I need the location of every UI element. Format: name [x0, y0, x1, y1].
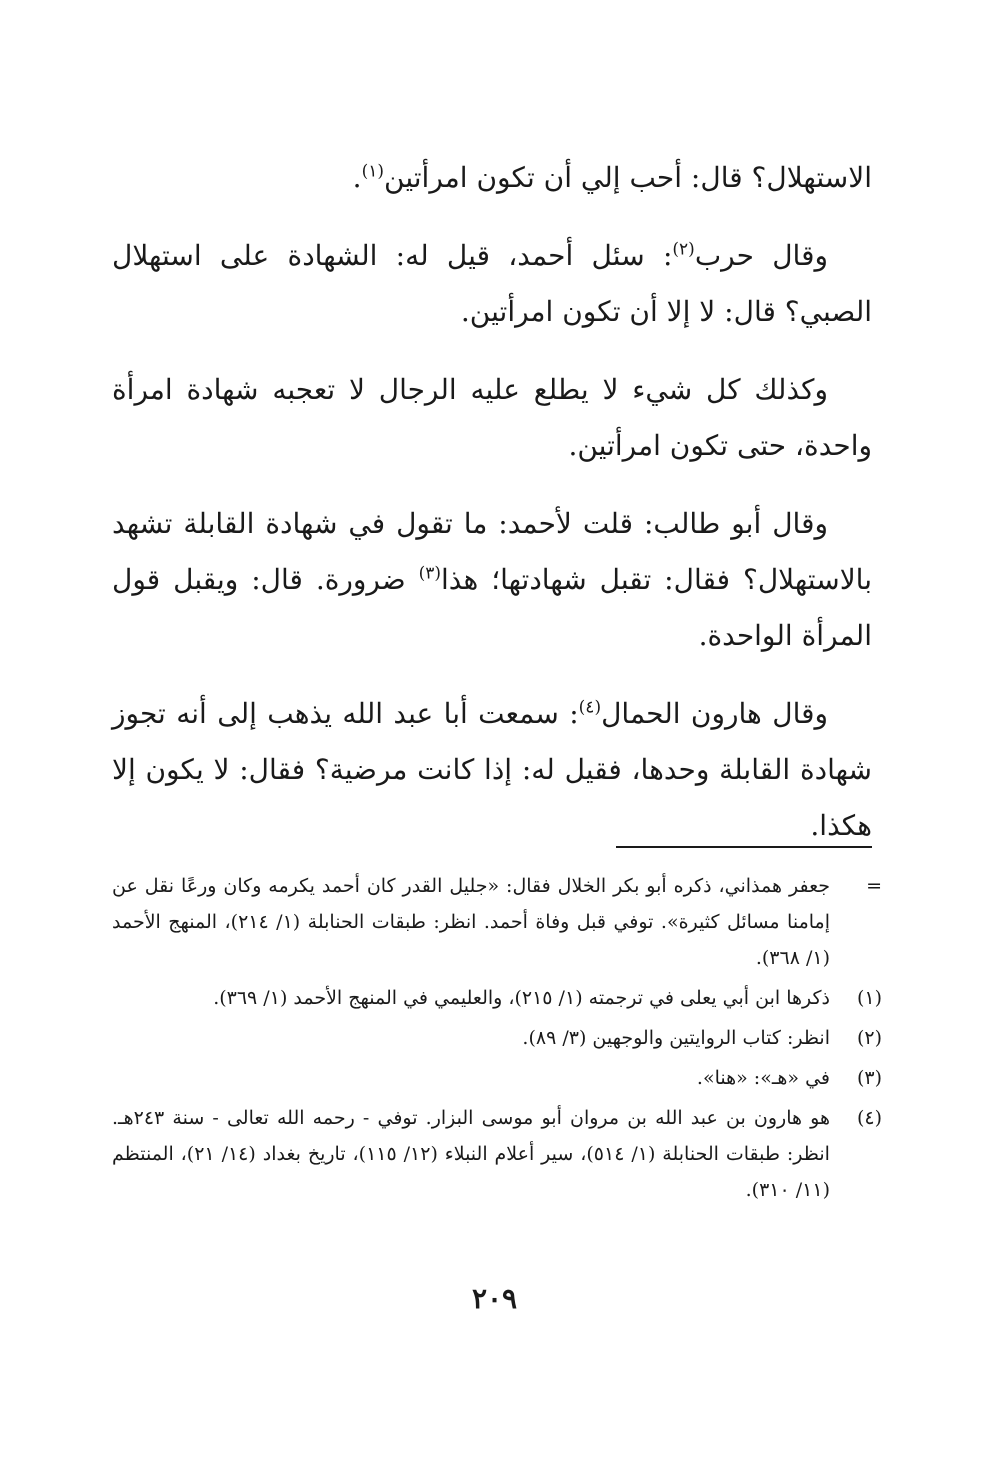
footnote-mark: = [866, 875, 882, 897]
paragraph [112, 686, 872, 854]
paragraph [112, 362, 872, 474]
page-number: ٢٠٩ [471, 1282, 518, 1315]
paragraph [112, 228, 872, 340]
paragraph [112, 150, 872, 206]
footnote-text: في «هـ»: «هنا». [696, 1067, 830, 1089]
footnote-reference: (٣) [418, 563, 442, 584]
footnote-reference: (٤) [578, 697, 602, 718]
paragraph-text: . [352, 161, 362, 194]
paragraph-text: : سئل أحمد، قيل له: الشهادة على استهلال الصبي؟ قال: لا إلا أن تكون امرأتين. [112, 239, 872, 328]
footnote [112, 1060, 882, 1096]
footnote-mark: (٢) [856, 1027, 882, 1049]
paragraph-text: ضرورة. قال: ويقبل قول المرأة الواحدة. [112, 563, 872, 652]
footnote-text: ذكرها ابن أبي يعلى في ترجمته (١/ ٢١٥)، والعليمي في المنهج الأحمد (١/ ٣٦٩). [213, 987, 830, 1009]
footnote [112, 868, 882, 976]
footnote-mark: (٣) [856, 1067, 882, 1089]
footnote [112, 1020, 882, 1056]
footnote-reference: (١) [361, 161, 384, 182]
paragraph-text: : سمعت أبا عبد الله يذهب إلى أنه تجوز شهادة القابلة وحدها، فقيل له: إذا كانت مرضية؟ فقال: لا يكون إلا هكذا. [112, 697, 872, 842]
paragraph-text: وقال حرب [694, 239, 828, 272]
paragraph-text: وكذلك كل شيء لا يطلع عليه الرجال لا تعجبه شهادة امرأة واحدة، حتى تكون امرأتين. [112, 373, 872, 462]
footnote [112, 980, 882, 1016]
paragraph [112, 496, 872, 664]
footnote-text: جعفر همذاني، ذكره أبو بكر الخلال فقال: «جليل القدر كان أحمد يكرمه وكان ورعًا نقل عن إمامنا مسائل كثيرة». توفي قبل وفاة أحمد. انظر: طبقات الحنابلة (١/ ٢١٤)، المنهج الأحمد (١/ ٣٦٨). [112, 875, 830, 969]
footnotes [112, 868, 882, 1212]
footnote-separator [616, 846, 872, 848]
footnote-text: هو هارون بن عبد الله بن مروان أبو موسى البزار. توفي - رحمه الله تعالى - سنة ٢٤٣هـ. انظر: طبقات الحنابلة (١/ ٥١٤)، سير أعلام النبلاء (١٢/ ١١٥)، تاريخ بغداد (١٤/ ٢١)، المنتظم (١١/ ٣١٠). [112, 1107, 830, 1201]
footnote [112, 1100, 882, 1208]
paragraph-text: وقال أبو طالب: قلت لأحمد: ما تقول في شهادة القابلة تشهد بالاستهلال؟ فقال: تقبل شهادتها؛ هذا [112, 507, 872, 596]
main-text [112, 150, 872, 876]
footnote-mark: (٤) [856, 1107, 882, 1129]
paragraph-text: الاستهلال؟ قال: أحب إلي أن تكون امرأتين [384, 161, 872, 194]
paragraph-text: وقال هارون الحمال [601, 697, 829, 730]
footnote-reference: (٢) [672, 239, 695, 260]
footnote-mark: (١) [856, 987, 882, 1009]
footnote-text: انظر: كتاب الروايتين والوجهين (٣/ ٨٩). [522, 1027, 830, 1049]
